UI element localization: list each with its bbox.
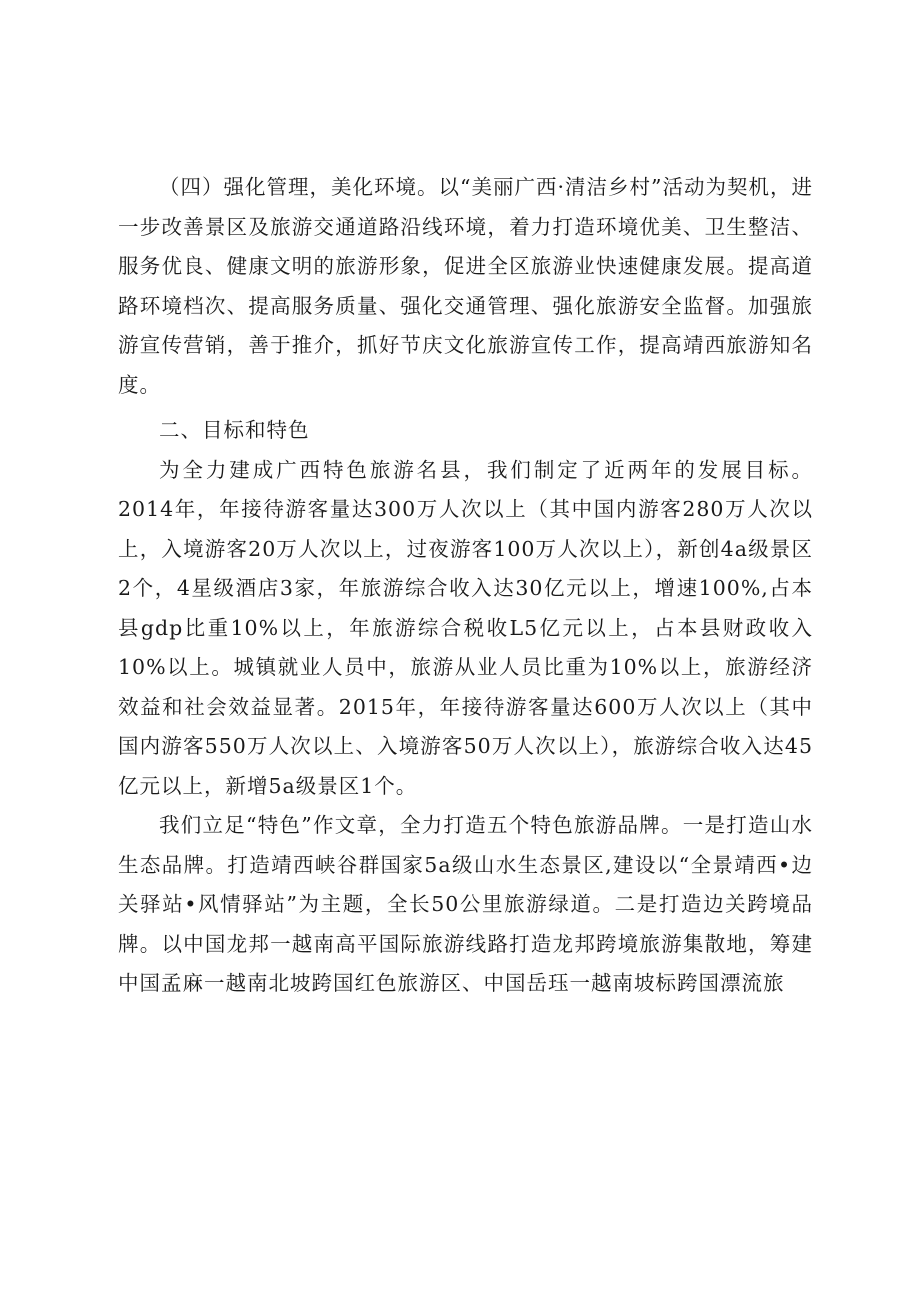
document-page [118, 168, 813, 1004]
section-heading-goals: 二、目标和特色 [159, 418, 310, 442]
paragraph-development-goals: 为全力建成广西特色旅游名县，我们制定了近两年的发展目标。2014年，年接待游客量达300万人次以上（其中国内游客280万人次以上，入境游客20万人次以上，过夜游客100万人次以上），新创4a级景区2个，4星级酒店3家，年旅游综合收入达30亿元以上，增速100%,占本县gdp比重10%以上，年旅游综合税收L5亿元以上，占本县财政收入10%以上。城镇就业人员中，旅游从业人员比重为10%以上，旅游经济效益和社会效益显著。2015年，年接待游客量达600万人次以上（其中国内游客550万人次以上、入境游客50万人次以上），旅游综合收入达45亿元以上，新增5a级景区1个。 [118, 457, 813, 798]
paragraph-tourism-brands: 我们立足“特色”作文章，全力打造五个特色旅游品牌。一是打造山水生态品牌。打造靖西峡谷群国家5a级山水生态景区,建设以“全景靖西•边关驿站•风情驿站”为主题，全长50公里旅游绿道。二是打造边关跨境品牌。以中国龙邦一越南高平国际旅游线路打造龙邦跨境旅游集散地，筹建中国孟麻一越南北坡跨国红色旅游区、中国岳珏一越南坡标跨国漂流旅 [118, 813, 813, 995]
paragraph-strengthen-management: （四）强化管理，美化环境。以“美丽广西·清洁乡村”活动为契机，进一步改善景区及旅游交通道路沿线环境，着力打造环境优美、卫生整洁、服务优良、健康文明的旅游形象，促进全区旅游业快速健康发展。提高道路环境档次、提高服务质量、强化交通管理、强化旅游安全监督。加强旅游宣传营销，善于推介，抓好节庆文化旅游宣传工作，提高靖西旅游知名度。 [118, 175, 813, 397]
